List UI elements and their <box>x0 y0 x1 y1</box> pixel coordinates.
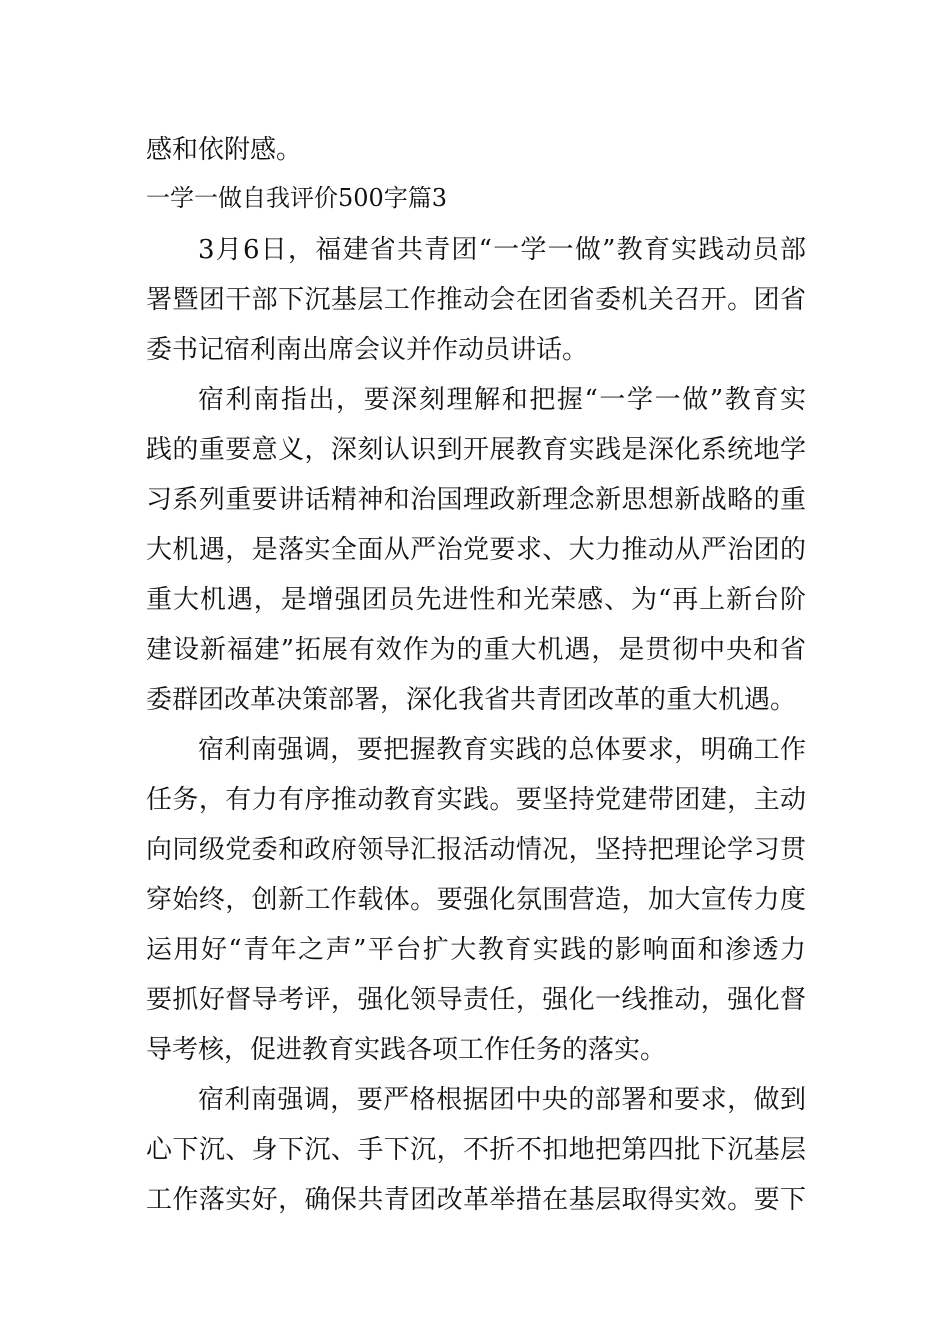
paragraph-line: 运用好“青年之声”平台扩大教育实践的影响面和渗透力 <box>146 935 806 965</box>
paragraph-line: 委书记宿利南出席会议并作动员讲话。 <box>146 335 589 365</box>
paragraph-line: 践的重要意义，深刻认识到开展教育实践是深化系统地学 <box>146 435 806 465</box>
paragraph-line: 导考核，促进教育实践各项工作任务的落实。 <box>146 1035 667 1065</box>
paragraph-line: 委群团改革决策部署，深化我省共青团改革的重大机遇。 <box>146 685 797 715</box>
paragraph-line: 向同级党委和政府领导汇报活动情况，坚持把理论学习贯 <box>146 835 806 865</box>
paragraph-line: 宿利南强调，要把握教育实践的总体要求，明确工作 <box>198 735 806 765</box>
paragraph-line: 任务，有力有序推动教育实践。要坚持党建带团建，主动 <box>146 785 806 815</box>
paragraph-line: 感和依附感。 <box>146 135 303 165</box>
paragraph-line: 心下沉、身下沉、手下沉，不折不扣地把第四批下沉基层 <box>146 1135 806 1165</box>
paragraph-line: 要抓好督导考评，强化领导责任，强化一线推动，强化督 <box>146 985 806 1015</box>
paragraph-line: 宿利南强调，要严格根据团中央的部署和要求，做到 <box>198 1085 806 1115</box>
paragraph-line: 大机遇，是落实全面从严治党要求、大力推动从严治团的 <box>146 535 806 565</box>
paragraph-line: 习系列重要讲话精神和治国理政新理念新思想新战略的重 <box>146 485 806 515</box>
paragraph-line: 重大机遇，是增强团员先进性和光荣感、为“再上新台阶 <box>146 585 806 615</box>
paragraph-line: 建设新福建”拓展有效作为的重大机遇，是贯彻中央和省 <box>146 635 806 665</box>
paragraph-line: 3月6日，福建省共青团“一学一做”教育实践动员部 <box>198 235 806 265</box>
paragraph-line: 宿利南指出，要深刻理解和把握“一学一做”教育实 <box>198 385 806 415</box>
paragraph-line: 署暨团干部下沉基层工作推动会在团省委机关召开。团省 <box>146 285 806 315</box>
paragraph-line: 工作落实好，确保共青团改革举措在基层取得实效。要下 <box>146 1185 806 1215</box>
paragraph-line: 穿始终，创新工作载体。要强化氛围营造，加大宣传力度 <box>146 885 806 915</box>
section-heading: 一学一做自我评价500字篇3 <box>146 184 448 212</box>
